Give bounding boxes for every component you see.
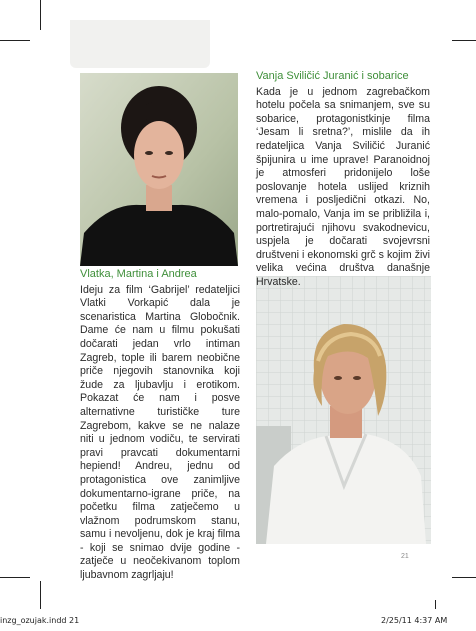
portrait-photo-vlatka [80, 73, 238, 266]
section-body: Ideju za film ‘Gabrijel’ redateljici Vlatki Vorkapić dala je scenaristica Martina Globočnik. Dame će nam u filmu pokušati dočarati jedan vrlo intiman Zagreb, tople ili barem neobične priče njegovih stanovnika koji žude za ljubavlju i erotikom. Pokazat će nam i posve alternativne turističke ture Zagrebom, kakve se ne nalaze niti u jednom vodiču, te servirati pravi pravcati dokumentarni hepiend! Andreu, jednu od protagonistica ove zanimljive dokumentarno-igrane priče, na početku filma zatječemo u vlažnom podrumskom stanu, samu i nevoljenu, dok je kraj filma - koji se snimao dvije godine - zatječe u neočekivanom toplom ljubavnom zagrljaju! [80, 283, 240, 582]
crop-mark [40, 0, 41, 30]
section-heading: Vlatka, Martina i Andrea [80, 268, 197, 280]
article-section-vanja [256, 70, 430, 290]
header-tab [70, 20, 210, 68]
article-section-vlatka [80, 268, 240, 583]
slug-filename: inzg_ozujak.indd 21 [0, 616, 80, 625]
crop-mark [40, 581, 41, 609]
page-number: 21 [401, 553, 409, 560]
slug-timestamp: 2/25/11 4:37 AM [381, 616, 448, 625]
crop-mark [0, 577, 30, 578]
crop-mark [0, 40, 30, 41]
portrait-photo-vanja [256, 276, 431, 544]
section-heading: Vanja Sviličić Juranić i sobarice [256, 70, 409, 82]
section-body: Kada je u jednom zagrebačkom hotelu počela sa snimanjem, sve su sobarice, protagonistkinje filma ‘Jesam li sretna?’, mislile da ih redateljica Vanja Sviličić Juranić špijunira u ime uprave! Paranoidnoj je atmosferi pridonijelo loše poslovanje hotela uslijed kriznih vremena i posljedični otkazi. No, malo-pomalo, Vanja im se približila i, portretirajući njihovu svakodnevicu, uspjela je dočarati svojevrsni društveni i ekonomski grč s kojim živi velika većina društva današnje Hrvatske. [256, 85, 430, 288]
